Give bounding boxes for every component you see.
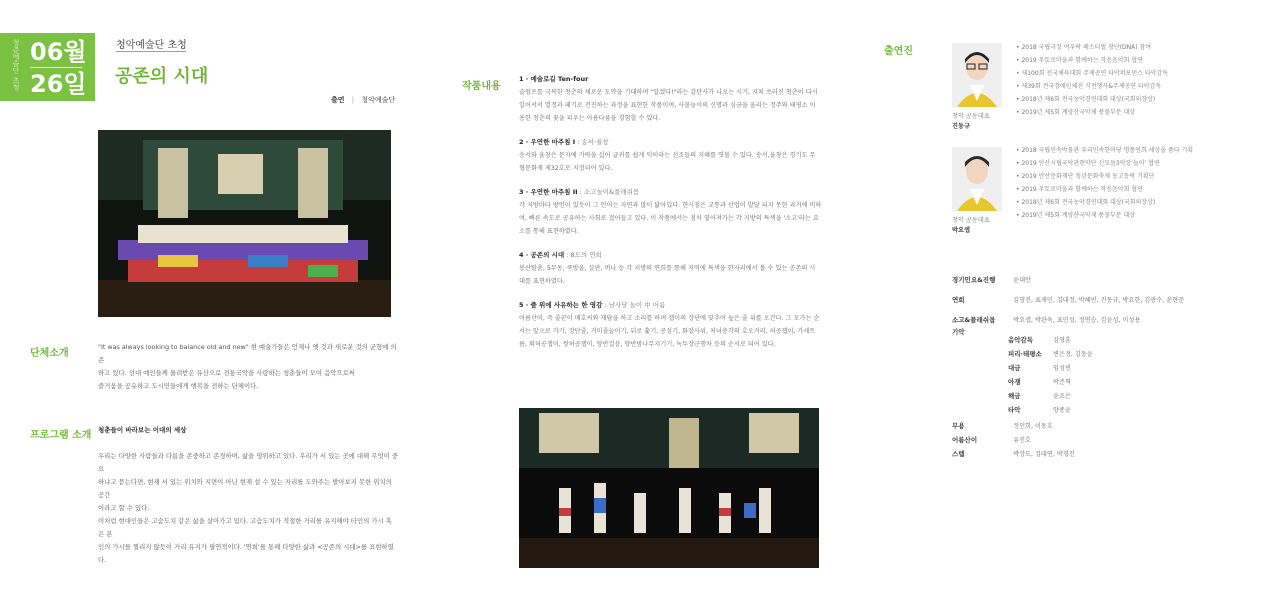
work-title: 2 · 우연한 마주침 I <box>519 138 576 146</box>
work-item <box>519 73 824 125</box>
page-title: 공존의 시대 <box>115 66 209 87</box>
instrument-player: 박준혁 <box>1053 379 1071 386</box>
cast-caption <box>952 112 990 132</box>
cast-role: 청악 공동대표 <box>952 113 990 120</box>
work-subtitle: : 8도의 연희 <box>564 251 602 259</box>
credits <box>952 267 1185 458</box>
credit-label: 스텝 <box>952 450 965 458</box>
avatar <box>952 43 1002 107</box>
list-item: • 2018년 제6회 전국농악경연대회 대상(국회의장상) <box>1016 199 1156 206</box>
credit-label: 소고&플래쉬몹 <box>952 316 996 324</box>
program-line: 이라고 할 수 있다. <box>98 504 150 512</box>
list-item: • 제39회 전국장애인체전 식전행사&주제공연 타악감독 <box>1016 83 1162 90</box>
credit-label: 경기민요&진행 <box>952 276 996 284</box>
program-line: 우리는 다양한 사람들과 다름을 존중하고 존경하며, 삶을 영위하고 있다. 우리가 서 있는 곳에 대해 무엇이 중요 <box>98 452 398 473</box>
cast-caption <box>952 216 990 236</box>
work-item <box>519 249 824 288</box>
work-item <box>519 186 824 238</box>
work-title: 4 · 공존의 시대 <box>519 251 565 259</box>
works-list <box>519 73 824 351</box>
performer-label: 출연 <box>331 96 345 104</box>
work-item <box>519 299 824 351</box>
credit-value: 윤대안 <box>1013 277 1032 284</box>
work-line: 송서와 율창은 문자에 가락을 실어 글귀를 쉽게 익히라는 선조들의 지혜를 엿볼 수 있다. 송서,율창은 경기도 무 <box>519 152 816 159</box>
intro-text <box>98 341 398 393</box>
work-line: 름, 외허공잽이, 쌍허공잽이, 양반걸음, 양반밤나무지기기, 녹두장군행차 등의 순서로 되어 있다. <box>519 341 776 348</box>
cast-career-list <box>1016 144 1193 222</box>
list-item: • 2019년 제5회 계양산국악제 풍물부문 대상 <box>1016 109 1136 116</box>
instrument-role: 해금 <box>1008 392 1021 400</box>
credit-value: 박요셉, 박관욱, 표민성, 정연승, 김윤성, 이성용 <box>1013 317 1141 324</box>
work-line: 각 지방마다 방언이 있듯이 그 언어는 자연과 많이 닮아있다. 현시점은 교통과 산업이 발달 되지 못한 과거에 비하 <box>519 202 822 209</box>
list-item: • 2018년 제6회 전국농악경연대회 대상(국회의장상) <box>1016 96 1156 103</box>
list-item: • 2019 안산문화재단 청년문화축제 동고동락 기획단 <box>1016 173 1155 180</box>
credit-row <box>952 307 1184 327</box>
instrument-role: 대금 <box>1008 364 1021 372</box>
work-subtitle: : 송서·율창 <box>575 138 609 146</box>
work-line: 서는 앞으로 가기, 장단줄, 거미줄늘이기, 뒤로 훑기, 콩심기, 화장사위, 처녀총각의 호오거리, 허공잽이, 가세트 <box>519 328 816 335</box>
instrument-player: 양종윤 <box>1053 407 1071 414</box>
work-line: 봉산탈춤, 5무동, 죽방울, 살판, 버나 등 각 지방의 연희를 통해 지역에 특색을 한자리에서 볼 수 있는 공존의 시 <box>519 265 816 272</box>
kicker: 청악예술단 초청 <box>116 40 187 51</box>
list-item: • 2019 안산시립국악관현악단 신모듬3악장'놀이' 협연 <box>1016 160 1160 167</box>
program-line: 이처럼 현대인들은 고숨도치 같은 삶을 살아가고 있다. 고슴도치가 적절한 거리를 유지해야 타인의 가시 혹은 본 <box>98 517 392 538</box>
intro-line: 즐거움을 공유하고 도시민들에게 행복을 전하는 단체이다. <box>98 382 259 390</box>
instrument-block <box>952 327 1184 413</box>
work-title: 3 · 우연한 마주침 II <box>519 188 578 196</box>
work-line: 슬럼프를 극복한 청춘의 새로운 도약을 기대하며 "알겠다!"라는 감탄사가 나오는 시기, 지쳐 쓰러진 청춘이 다시 <box>519 89 818 96</box>
program-line: 인의 가시를 찔리지 않듯이 거리 유지가 필연적이다. '연희'를 통해 다양한 삶과 <공존의 시대>를 표현하였다. <box>98 543 394 564</box>
instrument-player: 임성빈 <box>1053 365 1071 372</box>
credit-row <box>952 287 1184 307</box>
work-subtitle: : 남사당 놀이 中 어름 <box>602 301 666 309</box>
work-item <box>519 136 824 175</box>
date-month: 06월 <box>30 38 87 66</box>
list-item: • 2018 국립극장 여우락 페스티벌 창단(DNA) 참여 <box>1016 44 1152 51</box>
credit-row <box>952 427 1184 444</box>
credit-label: 연희 <box>952 296 965 304</box>
date-badge <box>0 33 95 101</box>
credit-value: 정인희, 이동호 <box>1013 423 1053 430</box>
work-line: 여, 빠른 속도로 공유하는 사회로 접어들고 있다. 이 작품에서는 점차 옅어져가는 각 지방의 특색을 '소고'라는 요 <box>519 215 819 222</box>
instrument-player: 윤조은 <box>1053 393 1071 400</box>
performance-photo <box>519 408 819 568</box>
instrument-role: 음악감독 <box>1008 336 1034 344</box>
instrument-role: 타악 <box>1008 406 1021 414</box>
instrument-role: 아쟁 <box>1008 378 1021 386</box>
intro-line: 하고 있다. 선대 예인들께 물려받은 유산으로 전통국악을 사랑하는 청춘들이 모여 음악으로써 <box>98 369 355 377</box>
work-line: 대를 표현하였다. <box>519 278 565 285</box>
credit-row <box>952 413 1184 430</box>
date-day: 26일 <box>30 70 87 98</box>
work-line: 어름산이, 즉 줄꾼이 매호씨와 재담을 하고 소리를 하며 잽이의 장단에 맞추어 높은 줄 위를 오간다. 그 모가는 순 <box>519 315 820 322</box>
kicker-underline <box>116 51 186 52</box>
credit-row <box>952 441 1184 458</box>
work-line: 형문화재 제32호로 지정되어 있다. <box>519 165 613 172</box>
instrument-player: 변은정, 김동윤 <box>1053 351 1093 358</box>
instrument-player: 김영훈 <box>1053 337 1071 344</box>
instrument-list <box>1008 327 1093 414</box>
program-subtitle: 청춘들이 바라보는 이대의 세상 <box>98 426 187 434</box>
performer-line <box>331 95 395 105</box>
credit-row <box>952 267 1184 287</box>
list-item: • 2019 우토로마을과 함께하는 작음음악회 협연 <box>1016 57 1143 64</box>
program-text <box>98 450 398 567</box>
work-line: 일어서서 열정과 패기로 전진하는 과정을 표현한 작품이며, 사물놀이의 신명과 심금을 울리는 정주와 태평소 이 <box>519 102 816 109</box>
program-heading: 프로그램 소개 <box>30 430 92 441</box>
cast-name: 진동규 <box>952 123 970 130</box>
date-vertical-label: 청춘예술단 초청 <box>12 39 20 91</box>
cast-name: 박요셉 <box>952 227 970 234</box>
credit-value: 박상도, 김대연, 박경진 <box>1013 451 1075 458</box>
instrument-role: 피리·태평소 <box>1008 350 1042 358</box>
credit-value: 유진호 <box>1013 437 1032 444</box>
cast-role: 청악 공동대표 <box>952 217 990 224</box>
performer-sep: | <box>351 96 355 104</box>
work-title: 5 · 줄 위에 사유하는 한 영감 <box>519 301 603 309</box>
group-photo <box>98 130 391 317</box>
list-item: • 2019 우토로마을과 함께하는 작음음악회 협연 <box>1016 186 1143 193</box>
avatar <box>952 147 1002 211</box>
list-item: • 2019년 제5회 계양산국악제 풍물부문 대상 <box>1016 212 1136 219</box>
work-line: 소를 통해 표현하였다. <box>519 228 579 235</box>
works-heading: 작품내용 <box>462 81 501 92</box>
credit-value: 김영진, 표재민, 김대정, 박혜빈, 진동규, 박요한, 김광수, 윤현준 <box>1013 297 1185 304</box>
intro-heading: 단체소개 <box>30 348 69 359</box>
list-item: • 제100회 전국체육대회 주제공연 타악퍼포먼스 타악감독 <box>1016 70 1169 77</box>
program-line: 하냐고 묻는다면, 현재 서 있는 위치와 지면이 아닌 현재 설 수 있는 자리를 도와주는 발아보지 못한 위치의 공간 <box>98 478 392 499</box>
intro-line: "It was always looking to balance old and new" 현 예술가들은 언제나 옛 것과 새로운 것의 균형에 의존 <box>98 343 397 364</box>
credit-label: 무용 <box>952 422 965 430</box>
cast-heading: 출연진 <box>884 46 913 57</box>
work-title: 1 · 예술로길 Ten-four <box>519 75 589 83</box>
instrument-label: 기악 <box>952 328 965 336</box>
date-divider <box>30 67 82 68</box>
credit-label: 어름산이 <box>952 436 978 444</box>
list-item: • 2018 국립민속박물관 우리민속한마당 명품연희 세상을 품다 기획 <box>1016 147 1194 154</box>
work-subtitle: : 소고놀이&풀래쉬몹 <box>577 188 640 196</box>
work-line: 용한 청춘의 꽃을 피우는 아름다움을 경험할 수 있다. <box>519 115 661 122</box>
performer-value: 청악예술단 <box>361 96 396 104</box>
cast-career-list <box>1016 41 1168 119</box>
